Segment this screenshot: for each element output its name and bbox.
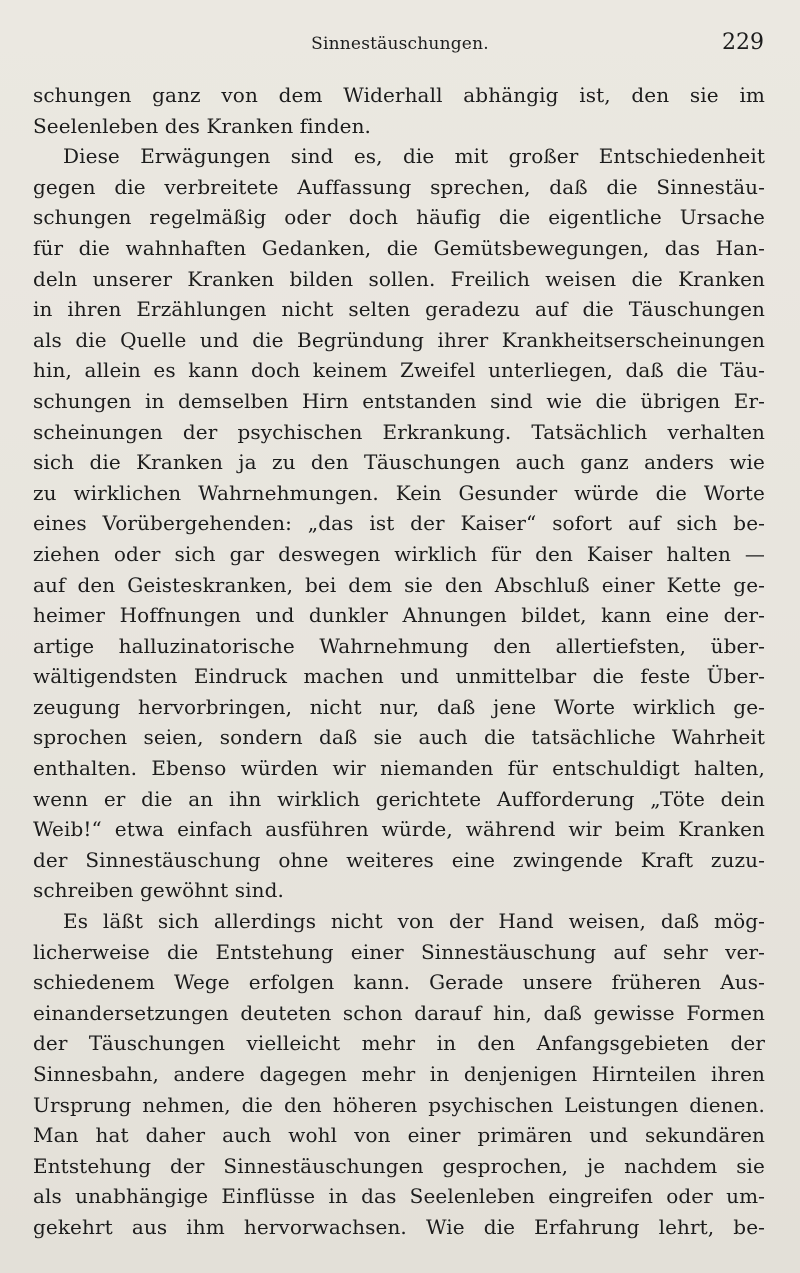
- text-line: Weib!“ etwa einfach ausführen würde, während wir beim Kranken: [33, 817, 765, 842]
- paragraph: [33, 906, 765, 1243]
- text-line: Entstehung der Sinnestäuschungen gesprochen, je nachdem sie: [33, 1153, 765, 1178]
- text-line: für die wahnhaften Gedanken, die Gemütsbewegungen, das Han-: [33, 235, 765, 260]
- text-line: licherweise die Entstehung einer Sinnestäuschung auf sehr ver-: [33, 939, 765, 964]
- text-line: schiedenem Wege erfolgen kann. Gerade unsere früheren Aus-: [33, 970, 765, 995]
- text-line: einandersetzungen deuteten schon darauf hin, daß gewisse Formen: [33, 1000, 765, 1025]
- text-line: als unabhängige Einflüsse in das Seelenleben eingreifen oder um-: [33, 1184, 765, 1209]
- text-line: artige halluzinatorische Wahrnehmung den allertiefsten, über-: [33, 633, 765, 658]
- text-line: ziehen oder sich gar deswegen wirklich für den Kaiser halten —: [33, 541, 765, 566]
- text-line: sprochen seien, sondern daß sie auch die tatsächliche Wahrheit: [33, 725, 765, 750]
- body-text: [33, 80, 765, 1243]
- running-title: Sinnestäuschungen.: [311, 34, 489, 54]
- text-line: in ihren Erzählungen nicht selten geradezu auf die Täuschungen: [33, 297, 765, 322]
- paragraph: [33, 80, 765, 141]
- text-line: Man hat daher auch wohl von einer primären und sekundären: [33, 1123, 765, 1148]
- text-line: gekehrt aus ihm hervorwachsen. Wie die Erfahrung lehrt, be-: [33, 1214, 765, 1239]
- page-number: 229: [722, 30, 764, 55]
- text-line: Es läßt sich allerdings nicht von der Hand weisen, daß mög-: [63, 909, 765, 934]
- text-line: schungen ganz von dem Widerhall abhängig ist, den sie im: [33, 83, 765, 107]
- text-line: enthalten. Ebenso würden wir niemanden für entschuldigt halten,: [33, 756, 765, 781]
- text-line: sich die Kranken ja zu den Täuschungen auch ganz anders wie: [33, 450, 765, 475]
- page-header: [32, 30, 768, 60]
- text-line: zeugung hervorbringen, nicht nur, daß jene Worte wirklich ge-: [33, 694, 765, 719]
- paragraph: [33, 141, 765, 906]
- text-line: hin, allein es kann doch keinem Zweifel unterliegen, daß die Täu-: [33, 358, 765, 383]
- text-line: gegen die verbreitete Auffassung sprechen, daß die Sinnestäu-: [33, 174, 765, 199]
- text-line: wältigendsten Eindruck machen und unmittelbar die feste Über-: [33, 664, 765, 689]
- text-line: Diese Erwägungen sind es, die mit großer Entschiedenheit: [63, 144, 765, 169]
- text-line: schungen in demselben Hirn entstanden sind wie die übrigen Er-: [33, 388, 765, 413]
- text-line: Ursprung nehmen, die den höheren psychischen Leistungen dienen.: [33, 1092, 765, 1117]
- text-line: auf den Geisteskranken, bei dem sie den Abschluß einer Kette ge-: [33, 572, 765, 597]
- text-line: eines Vorübergehenden: „das ist der Kaiser“ sofort auf sich be-: [33, 511, 765, 536]
- text-line: scheinungen der psychischen Erkrankung. Tatsächlich verhalten: [33, 419, 765, 444]
- text-line: schreiben gewöhnt sind.: [33, 878, 284, 903]
- text-line: Sinnesbahn, andere dagegen mehr in denjenigen Hirnteilen ihren: [33, 1062, 765, 1086]
- text-line: wenn er die an ihn wirklich gerichtete Aufforderung „Töte dein: [33, 786, 765, 811]
- text-line: heimer Hoffnungen und dunkler Ahnungen bildet, kann eine der-: [33, 603, 765, 628]
- text-line: deln unserer Kranken bilden sollen. Freilich weisen die Kranken: [33, 266, 765, 291]
- text-line: schungen regelmäßig oder doch häufig die eigentliche Ursache: [33, 205, 765, 230]
- text-line: als die Quelle und die Begründung ihrer Krankheitserscheinungen: [33, 327, 765, 352]
- text-line: der Täuschungen vielleicht mehr in den Anfangsgebieten der: [33, 1031, 765, 1056]
- text-line: zu wirklichen Wahrnehmungen. Kein Gesunder würde die Worte: [33, 480, 765, 505]
- text-line: Seelenleben des Kranken finden.: [33, 113, 372, 138]
- text-line: der Sinnestäuschung ohne weiteres eine zwingende Kraft zuzu-: [33, 847, 765, 872]
